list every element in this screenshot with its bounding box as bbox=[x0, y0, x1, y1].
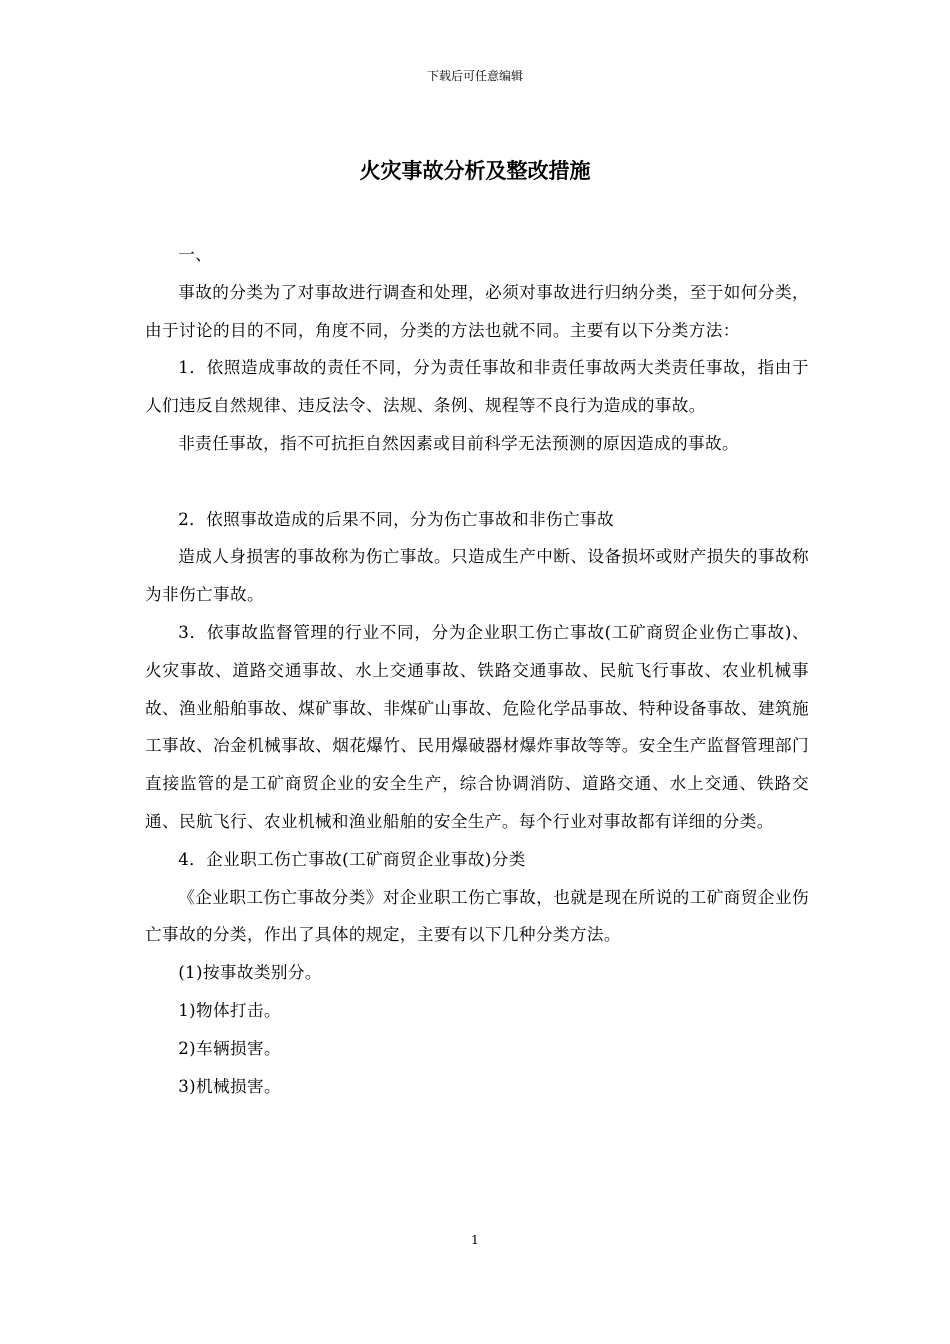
page-number: 1 bbox=[471, 1233, 479, 1247]
paragraph-item-2: 2．依照事故造成的后果不同，分为伤亡事故和非伤亡事故 bbox=[178, 509, 614, 529]
paragraph-casualty-definition: 造成人身损害的事故称为伤亡事故。只造成生产中断、设备损坏或财产损失的事故称为非伤亡事故。 bbox=[145, 547, 809, 605]
paragraph-intro: 事故的分类为了对事故进行调查和处理，必须对事故进行归纳分类，至于如何分类，由于讨论的目的不同，角度不同，分类的方法也就不同。主要有以下分类方法： bbox=[145, 282, 809, 340]
paragraph-by-category: (1)按事故类别分。 bbox=[178, 963, 322, 983]
list-item-3: 3)机械损害。 bbox=[178, 1076, 281, 1096]
paragraph-item-4: 4．企业职工伤亡事故(工矿商贸企业事故)分类 bbox=[178, 849, 526, 869]
paragraph-classification-standard: 《企业职工伤亡事故分类》对企业职工伤亡事故，也就是现在所说的工矿商贸企业伤亡事故的分类，作出了具体的规定，主要有以下几种分类方法。 bbox=[145, 887, 809, 945]
paragraph-item-3: 3．依事故监督管理的行业不同，分为企业职工伤亡事故(工矿商贸企业伤亡事故)、火灾事故、道路交通事故、水上交通事故、铁路交通事故、民航飞行事故、农业机械事故、渔业船舶事故、煤矿事故、非煤矿山事故、危险化学品事故、特种设备事故、建筑施工事故、冶金机械事故、烟花爆竹、民用爆破器材爆炸事故等等。安全生产监督管理部门直接监管的是工矿商贸企业的安全生产，综合协调消防、道路交通、水上交通、铁路交通、民航飞行、农业机械和渔业船舶的安全生产。每个行业对事故都有详细的分类。 bbox=[145, 622, 809, 831]
paragraph-non-liability: 非责任事故，指不可抗拒自然因素或目前科学无法预测的原因造成的事故。 bbox=[178, 433, 739, 453]
document-body bbox=[145, 236, 809, 1105]
header-note: 下载后可任意编辑 bbox=[426, 69, 523, 83]
paragraph-item-1: 1．依照造成事故的责任不同，分为责任事故和非责任事故两大类责任事故，指由于人们违反自然规律、违反法令、法规、条例、规程等不良行为造成的事故。 bbox=[145, 358, 809, 416]
paragraph-section-number: 一、 bbox=[178, 245, 213, 264]
document-title: 火灾事故分析及整改措施 bbox=[359, 159, 591, 183]
list-item-2: 2)车辆损害。 bbox=[178, 1038, 281, 1058]
list-item-1: 1)物体打击。 bbox=[178, 1000, 281, 1020]
